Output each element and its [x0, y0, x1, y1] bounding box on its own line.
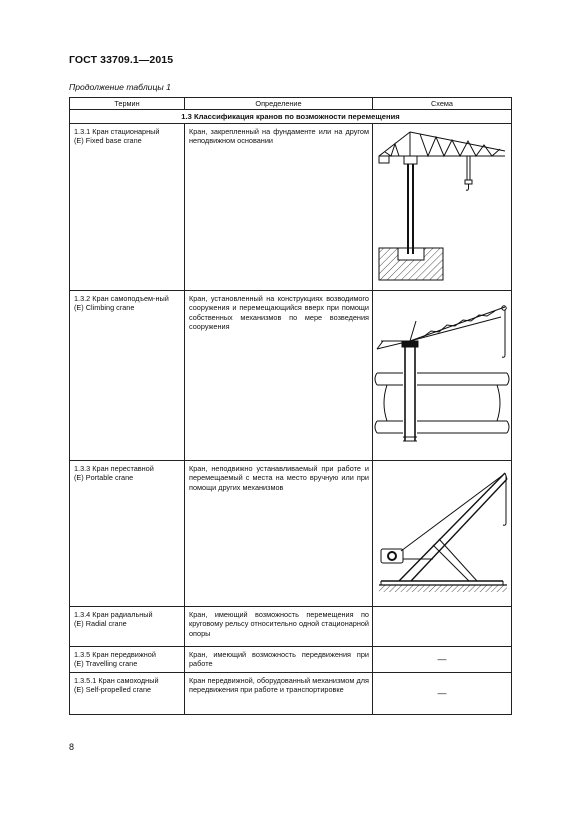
terms-table: [69, 97, 512, 715]
definition-cell: Кран передвижной, оборудованный механизмом для передвижения при работе и транспортировке: [185, 673, 373, 715]
table-row: [70, 124, 512, 291]
term-en: (E) Portable crane: [74, 473, 134, 483]
table-header-row: [70, 98, 512, 110]
term-en: (E) Radial crane: [74, 619, 127, 629]
column-header-definition: Определение: [185, 98, 373, 110]
portable-crane-diagram: [373, 461, 511, 605]
term-ru: 1.3.3 Кран переставной: [74, 464, 154, 473]
scheme-cell: [373, 461, 512, 607]
section-row: [70, 110, 512, 124]
scheme-cell: [373, 291, 512, 461]
table-row: [70, 647, 512, 673]
definition-cell: Кран, неподвижно устанавливаемый при работе и перемещаемый с места на место вручную или при помощи других механизмов: [185, 461, 373, 607]
page-number: 8: [69, 742, 75, 752]
scheme-cell: —: [373, 673, 512, 715]
table-row: [70, 673, 512, 715]
term-cell: [70, 291, 185, 461]
term-ru: 1.3.1 Кран стационарный: [74, 127, 160, 136]
table-caption: Продолжение таблицы 1: [69, 82, 171, 92]
definition-cell: Кран, имеющий возможность передвижения при работе: [185, 647, 373, 673]
climbing-crane-diagram: [373, 291, 511, 459]
term-en: (E) Fixed base crane: [74, 136, 142, 146]
term-en: (E) Climbing crane: [74, 303, 135, 313]
definition-cell: Кран, имеющий возможность перемещения по круговому рельсу относительно одной стационарной опоры: [185, 607, 373, 647]
term-ru: 1.3.2 Кран самоподъем-ный: [74, 294, 169, 303]
column-header-term: Термин: [70, 98, 185, 110]
term-ru: 1.3.5.1 Кран самоходный: [74, 676, 159, 685]
term-cell: [70, 647, 185, 673]
fixed-crane-diagram: [373, 124, 511, 289]
scheme-cell: —: [373, 647, 512, 673]
table-row: [70, 607, 512, 647]
scheme-cell: [373, 607, 512, 647]
definition-cell: Кран, закрепленный на фундаменте или на другом неподвижном основании: [185, 124, 373, 291]
term-en: (E) Self-propelled crane: [74, 685, 152, 695]
scheme-cell: [373, 124, 512, 291]
table-row: [70, 461, 512, 607]
term-cell: [70, 673, 185, 715]
column-header-scheme: Схема: [373, 98, 512, 110]
definition-cell: Кран, установленный на конструкциях возводимого сооружения и перемещающийся вверх при помощи собственных механизмов по мере возведения сооружения: [185, 291, 373, 461]
term-en: (E) Travelling crane: [74, 659, 138, 669]
term-cell: [70, 124, 185, 291]
table-row: [70, 291, 512, 461]
term-ru: 1.3.5 Кран передвижной: [74, 650, 156, 659]
term-cell: [70, 461, 185, 607]
section-title: 1.3 Классификация кранов по возможности перемещения: [70, 110, 512, 124]
term-cell: [70, 607, 185, 647]
term-ru: 1.3.4 Кран радиальный: [74, 610, 153, 619]
standard-code: ГОСТ 33709.1—2015: [69, 54, 174, 66]
